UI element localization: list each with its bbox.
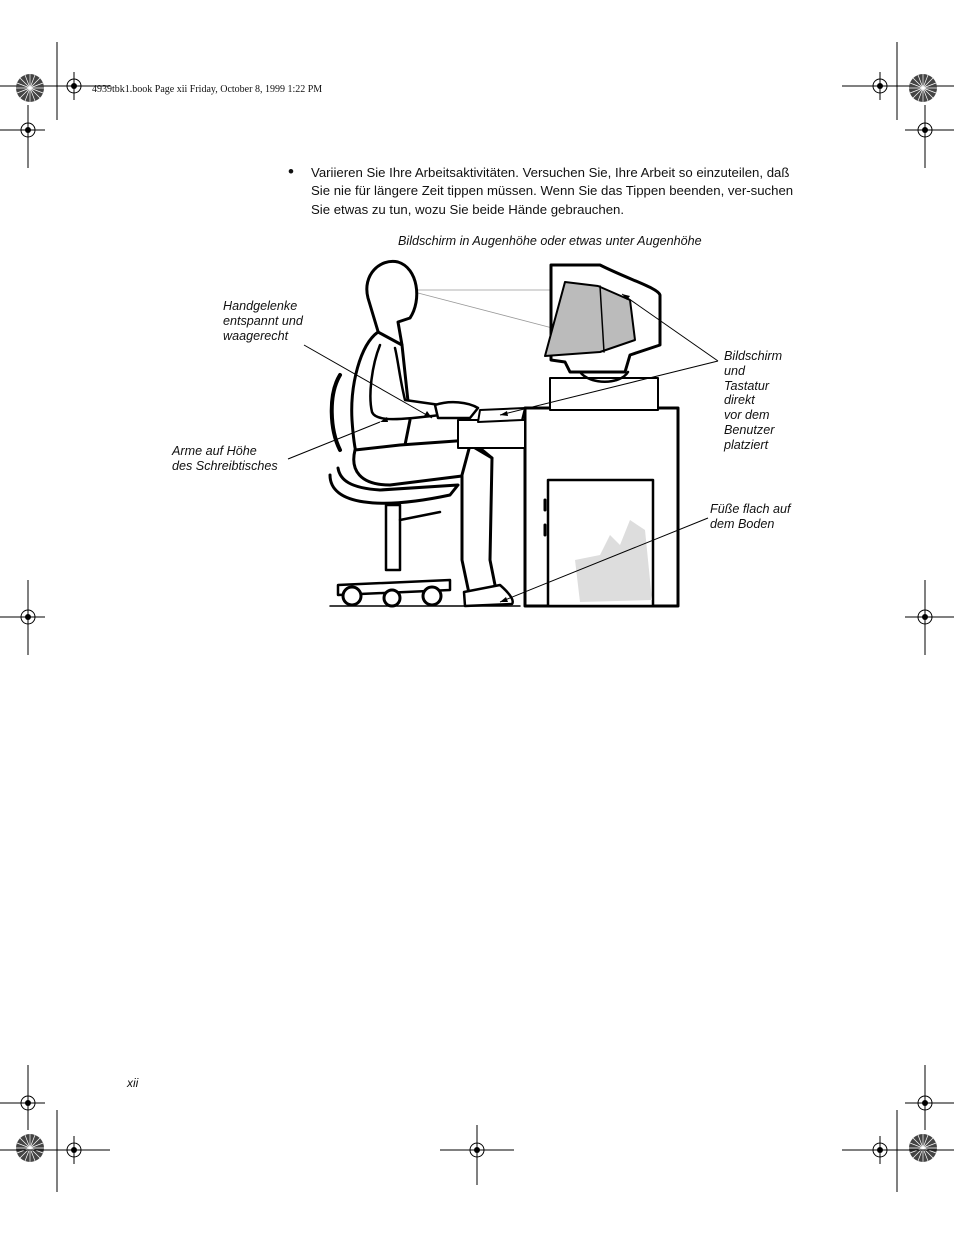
print-header: 4939tbk1.book Page xii Friday, October 8, 1999 1:22 PM — [92, 84, 323, 95]
page-number: xii — [127, 1076, 139, 1090]
desk-top — [458, 420, 525, 448]
callout-screen-keyboard: Bildschirm und Tastatur direkt vor dem Benutzer platziert — [724, 349, 783, 452]
callout-wrists: Handgelenke entspannt und waagerecht — [223, 299, 303, 343]
callout-arms: Arme auf Höhe des Schreibtisches — [172, 444, 278, 473]
chair-wheel-right — [423, 587, 441, 605]
body-paragraph: Variieren Sie Ihre Arbeitsaktivitäten. Versuchen Sie, Ihre Arbeit so einzuteilen, daß Sie nie für längere Zeit tippen müssen. Wenn Sie das Tippen beenden, ver-suchen Sie etwas zu tun, wozu Sie beide Hände gebrauchen. — [311, 165, 794, 217]
bullet-glyph: • — [288, 162, 294, 181]
chair-post — [386, 505, 400, 570]
sight-line-lower — [418, 293, 560, 330]
chair-lever — [400, 512, 440, 520]
callout-feet: Füße flach auf dem Boden — [710, 502, 791, 531]
caption-screen-eye-level: Bildschirm in Augenhöhe oder etwas unter Augenhöhe — [398, 234, 702, 248]
user-hands — [435, 402, 478, 418]
chair-wheel-center — [384, 590, 400, 606]
user-lower-leg — [462, 445, 496, 598]
chair-wheel-left — [343, 587, 361, 605]
user-head — [367, 261, 417, 345]
